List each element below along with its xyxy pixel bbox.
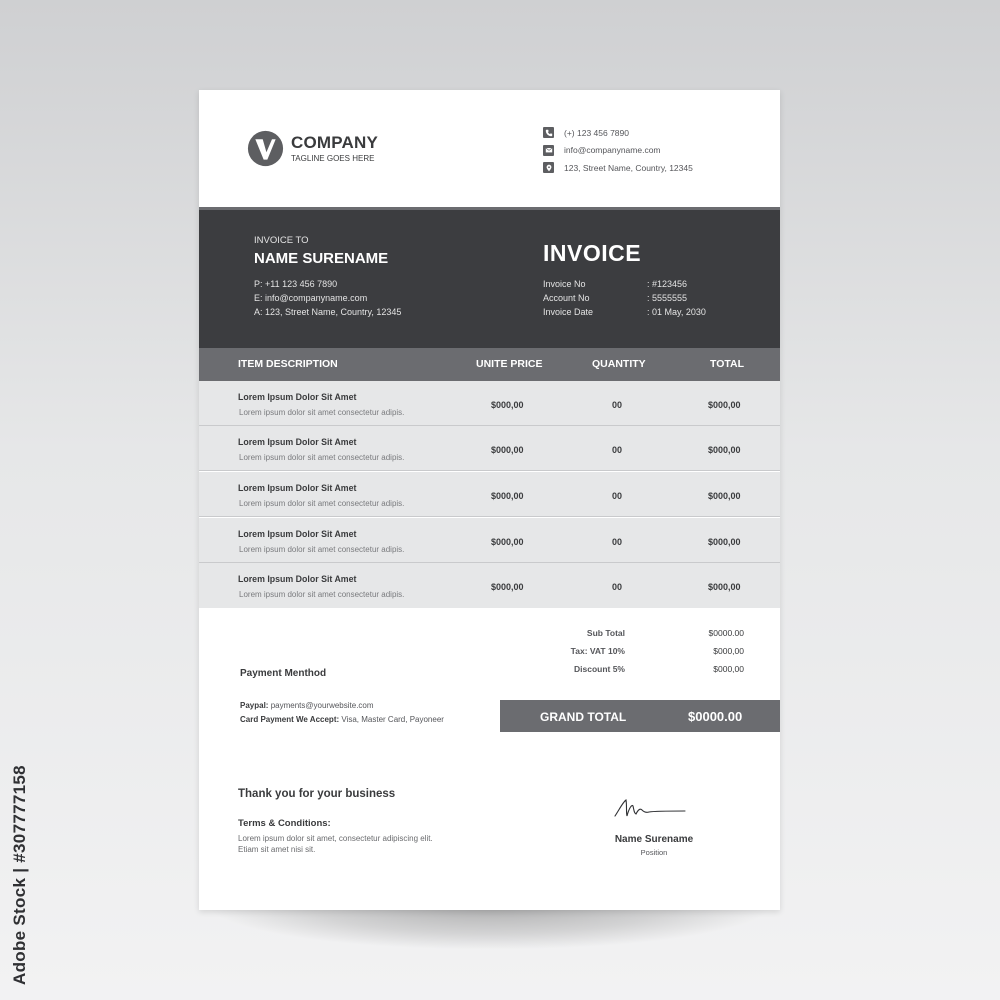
- paypal-value: payments@yourwebsite.com: [270, 701, 374, 710]
- item-total: $000,00: [708, 445, 741, 455]
- item-quantity: 00: [612, 445, 623, 455]
- signatory-position: Position: [640, 848, 668, 857]
- company-tagline: TAGLINE GOES HERE: [291, 154, 375, 163]
- item-quantity: 00: [612, 491, 623, 501]
- item-total: $000,00: [708, 537, 741, 547]
- invoice-to-label: INVOICE TO: [254, 235, 309, 246]
- paypal-label: Paypal:: [240, 701, 269, 710]
- paper-shadow: [205, 905, 775, 950]
- invoice-document: [199, 90, 780, 910]
- invoice-number-row: [543, 279, 687, 289]
- invoice-title: INVOICE: [543, 240, 642, 266]
- grand-total-bar: [500, 700, 780, 732]
- item-title: Lorem Ipsum Dolor Sit Amet: [238, 392, 357, 402]
- item-price: $000,00: [491, 537, 524, 547]
- discount-value: $000,00: [713, 664, 744, 674]
- client-name: NAME SURENAME: [254, 250, 389, 267]
- contact-phone: [543, 124, 693, 142]
- card-payment-value: Visa, Master Card, Payoneer: [341, 715, 444, 724]
- subtotal-value: $0000.00: [708, 628, 744, 638]
- column-item-description: ITEM DESCRIPTION: [238, 358, 338, 370]
- item-price: $000,00: [491, 400, 524, 410]
- discount-label: Discount 5%: [573, 664, 625, 674]
- card-payment-label: Card Payment We Accept:: [240, 715, 340, 724]
- invoice-number-value: : #123456: [647, 279, 688, 289]
- column-total: TOTAL: [710, 358, 745, 370]
- table-row: [199, 563, 780, 608]
- item-price: $000,00: [491, 491, 524, 501]
- item-total: $000,00: [708, 400, 741, 410]
- tax-value: $000,00: [713, 646, 744, 656]
- item-quantity: 00: [612, 400, 623, 410]
- invoice-date-row: [543, 307, 706, 317]
- grand-total-label: GRAND TOTAL: [540, 710, 627, 724]
- item-title: Lorem Ipsum Dolor Sit Amet: [238, 574, 357, 584]
- terms-title: Terms & Conditions:: [238, 818, 331, 829]
- mail-icon: [543, 145, 554, 156]
- contact-address: [543, 159, 693, 177]
- item-title: Lorem Ipsum Dolor Sit Amet: [238, 529, 357, 539]
- account-number-label: Account No: [543, 293, 590, 303]
- subtotal-label: Sub Total: [586, 628, 625, 638]
- table-row: [199, 381, 780, 426]
- item-total: $000,00: [708, 491, 741, 501]
- terms-line-1: Lorem ipsum dolor sit amet, consectetur adipiscing elit.: [238, 834, 433, 843]
- item-title: Lorem Ipsum Dolor Sit Amet: [238, 437, 357, 447]
- invoice-date-value: : 01 May, 2030: [647, 307, 706, 317]
- account-number-row: [543, 293, 687, 303]
- table-row: [199, 518, 780, 563]
- client-address: A: 123, Street Name, Country, 12345: [254, 307, 402, 317]
- item-price: $000,00: [491, 445, 524, 455]
- signature-image: [611, 794, 691, 822]
- item-quantity: 00: [612, 582, 623, 592]
- v-checkmark-logo-icon: [247, 130, 284, 167]
- item-price: $000,00: [491, 582, 524, 592]
- stock-watermark-id: Adobe Stock | #307777158: [10, 765, 29, 985]
- client-email: E: info@companyname.com: [254, 293, 368, 303]
- thank-you-message: Thank you for your business: [238, 788, 396, 800]
- payment-method-title: Payment Menthod: [240, 668, 327, 679]
- card-payment-line: [240, 715, 444, 724]
- column-quantity: QUANTITY: [592, 358, 646, 370]
- account-number-value: : 5555555: [647, 293, 688, 303]
- company-name: COMPANY: [291, 133, 379, 152]
- contact-email: [543, 142, 693, 160]
- contact-phone-text: (+) 123 456 7890: [564, 127, 629, 138]
- contact-email-text: info@companyname.com: [564, 145, 661, 156]
- client-phone: P: +11 123 456 7890: [254, 279, 338, 289]
- contact-address-text: 123, Street Name, Country, 12345: [564, 162, 693, 173]
- tax-label: Tax: VAT 10%: [570, 646, 625, 656]
- company-contacts: [543, 124, 693, 177]
- invoice-number-label: Invoice No: [543, 279, 586, 289]
- invoice-header-band: [199, 210, 780, 348]
- item-description: Lorem ipsum dolor sit amet consectetur adipis.: [239, 545, 405, 554]
- phone-icon: [543, 127, 554, 138]
- table-row: [199, 426, 780, 471]
- column-unit-price: UNITE PRICE: [476, 358, 543, 370]
- paypal-line: [240, 701, 374, 710]
- item-description: Lorem ipsum dolor sit amet consectetur adipis.: [239, 590, 405, 599]
- grand-total-value: $0000.00: [688, 709, 743, 724]
- invoice-date-label: Invoice Date: [543, 307, 594, 317]
- signatory-name: Name Surename: [614, 834, 694, 845]
- location-icon: [543, 162, 554, 173]
- item-description: Lorem ipsum dolor sit amet consectetur adipis.: [239, 408, 405, 417]
- company-logo: [247, 130, 378, 167]
- item-total: $000,00: [708, 582, 741, 592]
- item-description: Lorem ipsum dolor sit amet consectetur adipis.: [239, 453, 405, 462]
- item-description: Lorem ipsum dolor sit amet consectetur adipis.: [239, 499, 405, 508]
- terms-line-2: Etiam sit amet nisi sit.: [238, 845, 316, 854]
- table-row: [199, 472, 780, 517]
- items-table-header: [199, 348, 780, 381]
- item-title: Lorem Ipsum Dolor Sit Amet: [238, 483, 357, 493]
- item-quantity: 00: [612, 537, 623, 547]
